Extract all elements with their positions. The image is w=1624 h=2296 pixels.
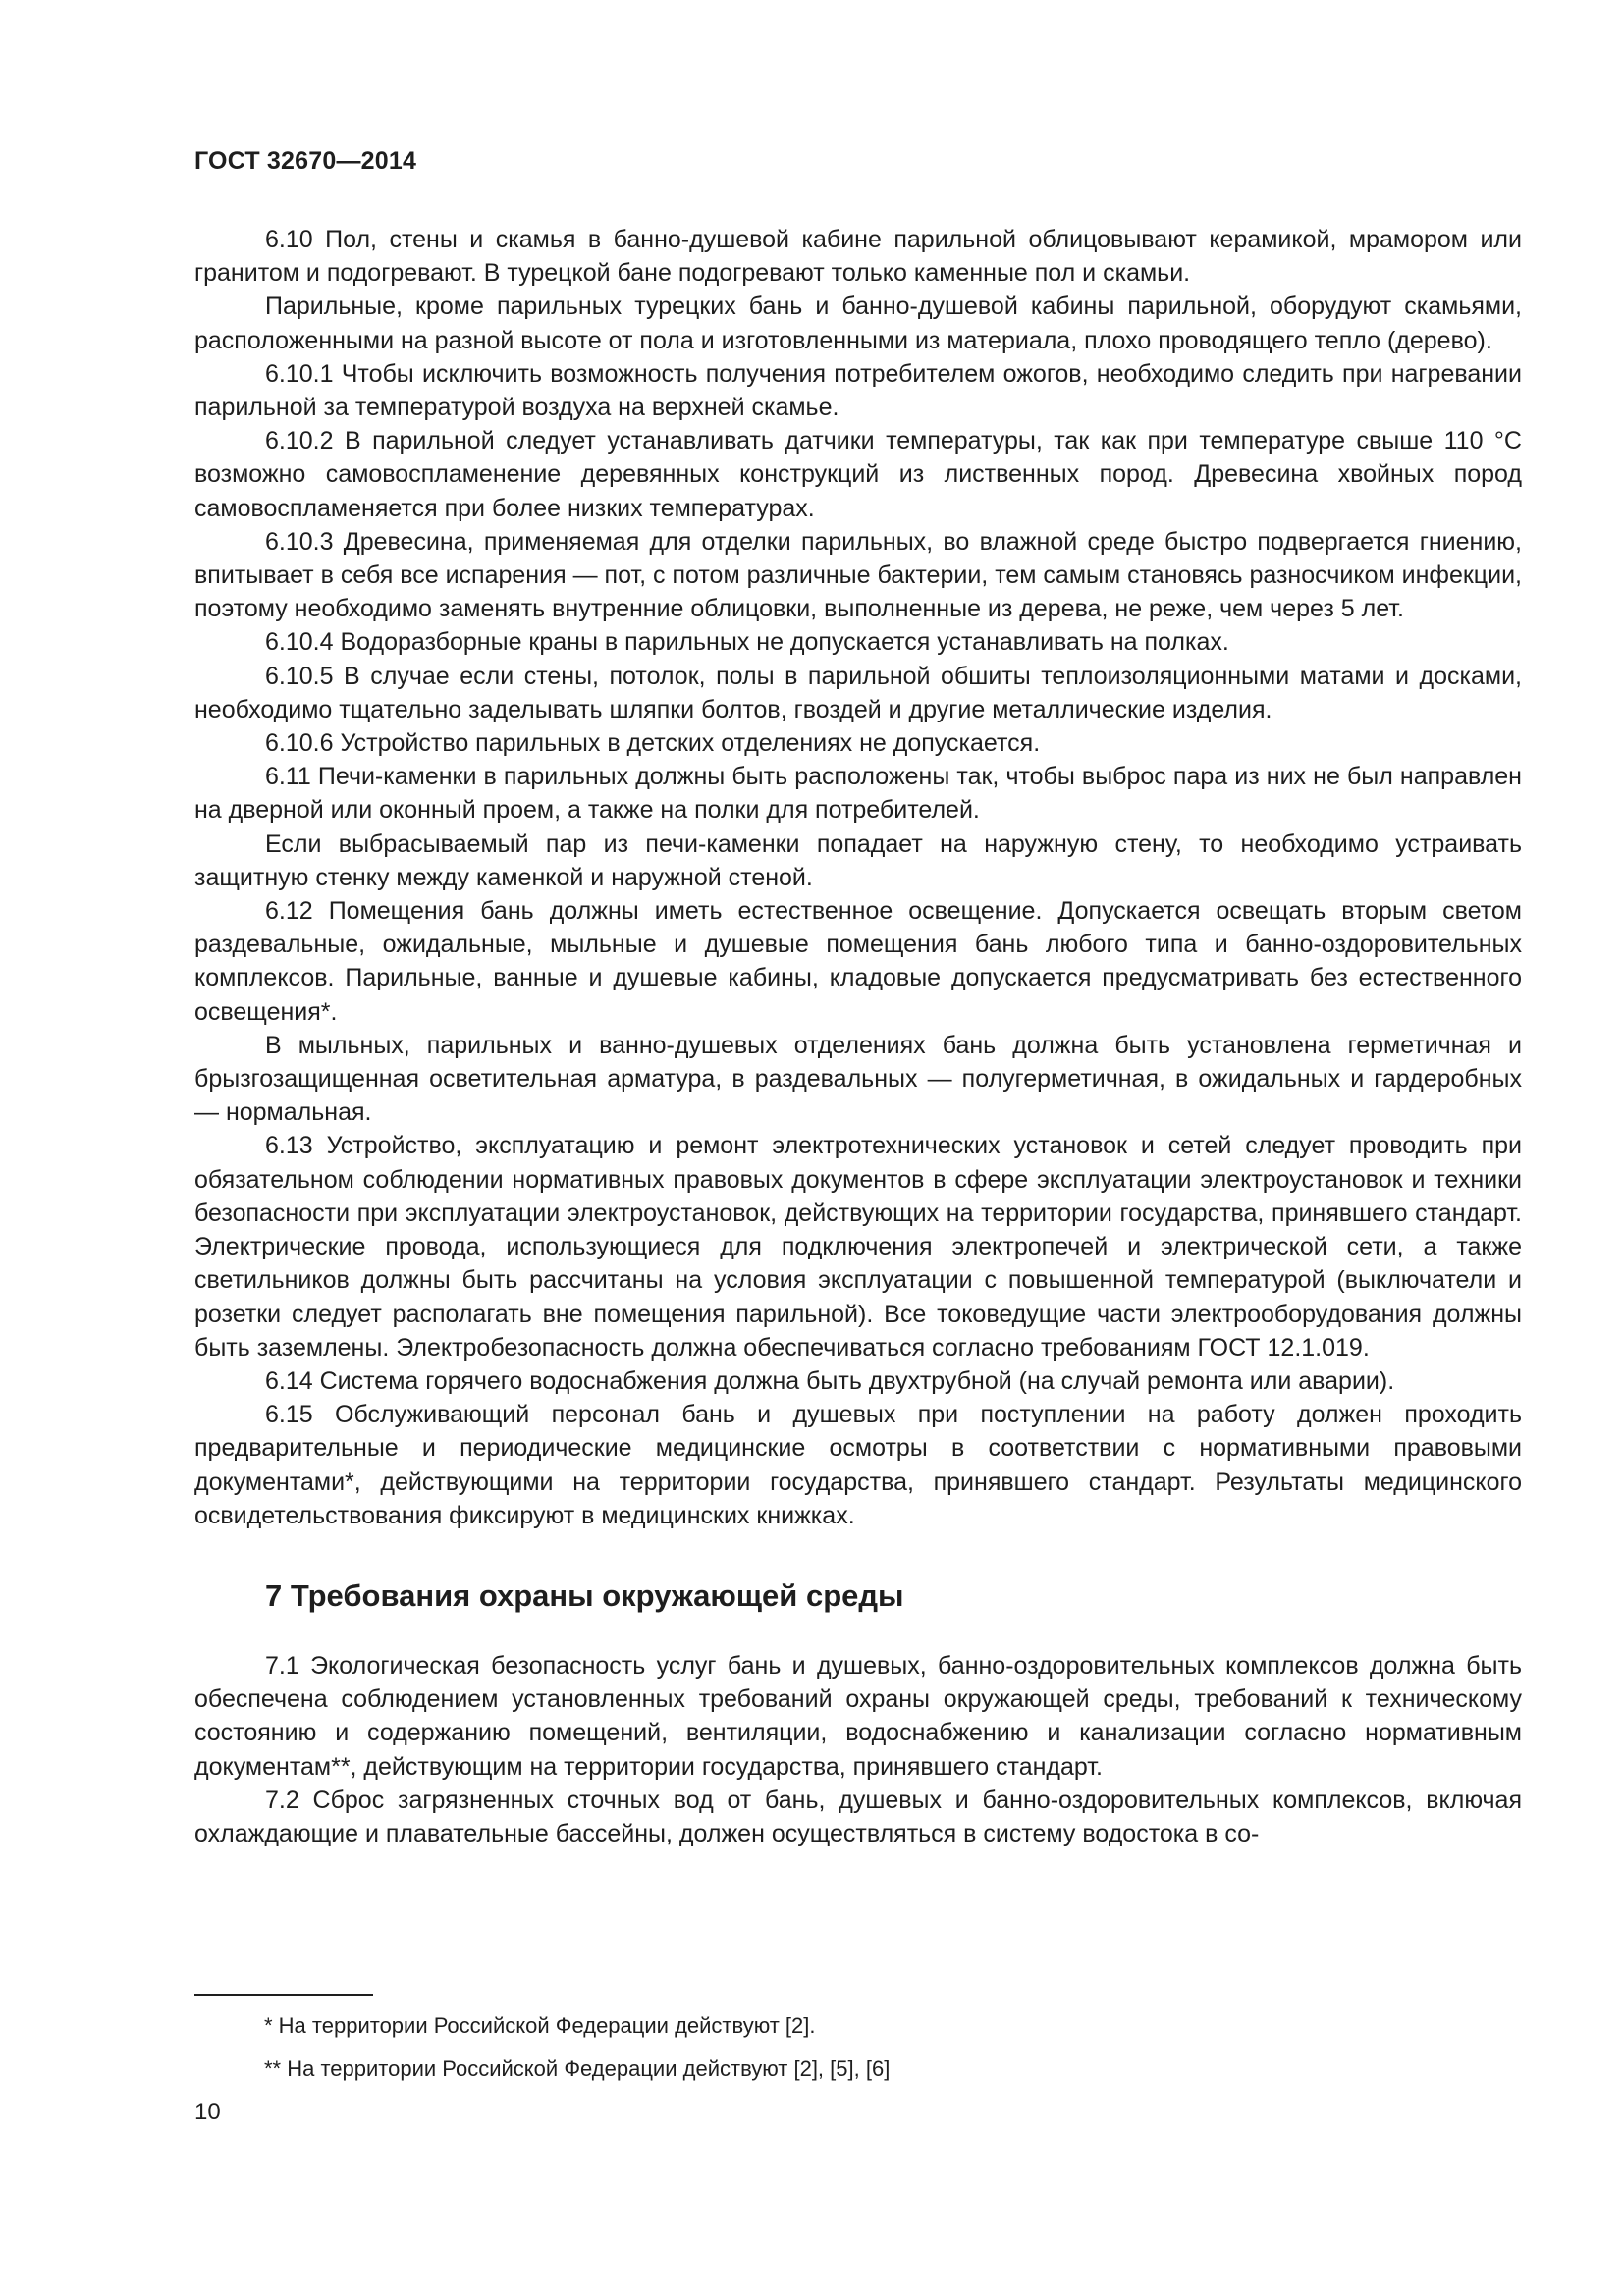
paragraph-6-10-benches: Парильные, кроме парильных турецких бань и банно-душевой кабины парильной, оборудуют скамьями, расположенными на разной высоте от пола и изготовленными из материала, плохо проводящего тепло (дерево). bbox=[194, 293, 1522, 354]
paragraph-6-10-5: 6.10.5 В случае если стены, потолок, полы в парильной обшиты теплоизоляционными матами и досками, необходимо тщательно заделывать шляпки болтов, гвоздей и другие металлические изделия. bbox=[194, 662, 1522, 723]
footnote-divider bbox=[194, 1994, 373, 1996]
paragraph-6-11-wall: Если выбрасываемый пар из печи-каменки попадает на наружную стену, то необходимо устраивать защитную стенку между каменкой и наружной стеной. bbox=[194, 829, 1522, 891]
section-7-title: 7 Требования охраны окружающей среды bbox=[265, 1577, 904, 1613]
paragraph-6-13: 6.13 Устройство, эксплуатацию и ремонт электротехнических установок и сетей следует проводить при обязательном соблюдении нормативных правовых документов в сфере эксплуатации электроустановок и техники безопасности при эксплуатации электроустановок, действующих на территории государства, принявшего стандарт. Электрические провода, использующиеся для подключения электропечей и электрической сети, а также светильников должны быть рассчитаны на условия эксплуатации с повышенной температурой (выключатели и розетки следует располагать вне помещения парильной). Все токоведущие части электрооборудования должны быть заземлены. Электробезопасность должна обеспечиваться согласно требованиям ГОСТ 12.1.019. bbox=[194, 1132, 1522, 1362]
paragraph-6-10-6: 6.10.6 Устройство парильных в детских отделениях не допускается. bbox=[265, 729, 1041, 758]
paragraph-6-10-4: 6.10.4 Водоразборные краны в парильных не допускается устанавливать на полках. bbox=[265, 628, 1229, 657]
footnote-2: ** На территории Российской Федерации действуют [2], [5], [6] bbox=[264, 2056, 891, 2081]
paragraph-6-11: 6.11 Печи-каменки в парильных должны быть расположены так, чтобы выброс пара из них не был направлен на дверной или оконный проем, а также на полки для потребителей. bbox=[194, 763, 1522, 825]
page-body bbox=[194, 223, 1522, 1850]
paragraph-6-10: 6.10 Пол, стены и скамья в банно-душевой кабине парильной облицовывают керамикой, мрамором или гранитом и подогревают. В турецкой бане подогревают только каменные пол и скамьи. bbox=[194, 226, 1522, 288]
paragraph-6-14: 6.14 Система горячего водоснабжения должна быть двухтрубной (на случай ремонта или аварии). bbox=[265, 1366, 1395, 1395]
paragraph-6-10-3: 6.10.3 Древесина, применяемая для отделки парильных, во влажной среде быстро подвергается гниению, впитывает в себя все испарения — пот, с потом различные бактерии, тем самым становясь разносчиком инфекции, поэтому необходимо заменять внутренние облицовки, выполненные из дерева, не реже, чем через 5 лет. bbox=[194, 527, 1522, 623]
paragraph-6-10-2: 6.10.2 В парильной следует устанавливать датчики температуры, так как при температуре свыше 110 °С возможно самовоспламенение деревянных конструкций из лиственных пород. Древесина хвойных пород самовоспламеняется при более низких температурах. bbox=[194, 427, 1522, 522]
paragraph-6-12: 6.12 Помещения бань должны иметь естественное освещение. Допускается освещать вторым светом раздевальные, ожидальные, мыльные и душевые помещения бань любого типа и банно-оздоровительных комплексов. Парильные, ванные и душевые кабины, кладовые допускается предусматривать без естественного освещения*. bbox=[194, 897, 1522, 1026]
standard-code-header: ГОСТ 32670—2014 bbox=[194, 147, 417, 175]
paragraph-7-1: 7.1 Экологическая безопасность услуг бань и душевых, банно-оздоровительных комплексов должна быть обеспечена соблюдением установленных требований охраны окружающей среды, требований к техническому состоянию и содержанию помещений, вентиляции, водоснабжению и канализации согласно нормативным документам**, действующим на территории государства, принявшего стандарт. bbox=[194, 1651, 1522, 1781]
paragraph-6-10-1: 6.10.1 Чтобы исключить возможность получения потребителем ожогов, необходимо следить при нагревании парильной за температурой воздуха на верхней скамье. bbox=[194, 359, 1522, 422]
paragraph-7-2: 7.2 Сброс загрязненных сточных вод от бань, душевых и банно-оздоровительных комплексов, включая охлаждающие и плавательные бассейны, должен осуществляться в систему водостока в со- bbox=[194, 1786, 1522, 1847]
paragraph-6-12-lighting: В мыльных, парильных и ванно-душевых отделениях бань должна быть установлена герметичная и брызгозащищенная осветительная арматура, в раздевальных — полугерметичная, в ожидальных и гардеробных — нормальная. bbox=[194, 1031, 1522, 1127]
paragraph-6-15: 6.15 Обслуживающий персонал бань и душевых при поступлении на работу должен проходить предварительные и периодические медицинские осмотры в соответствии с нормативными правовыми документами*, действующими на территории государства, принявшего стандарт. Результаты медицинского освидетельствования фиксируют в медицинских книжках. bbox=[194, 1401, 1522, 1529]
page-number: 10 bbox=[194, 2099, 221, 2125]
footnote-1: * На территории Российской Федерации действуют [2]. bbox=[264, 2013, 816, 2038]
